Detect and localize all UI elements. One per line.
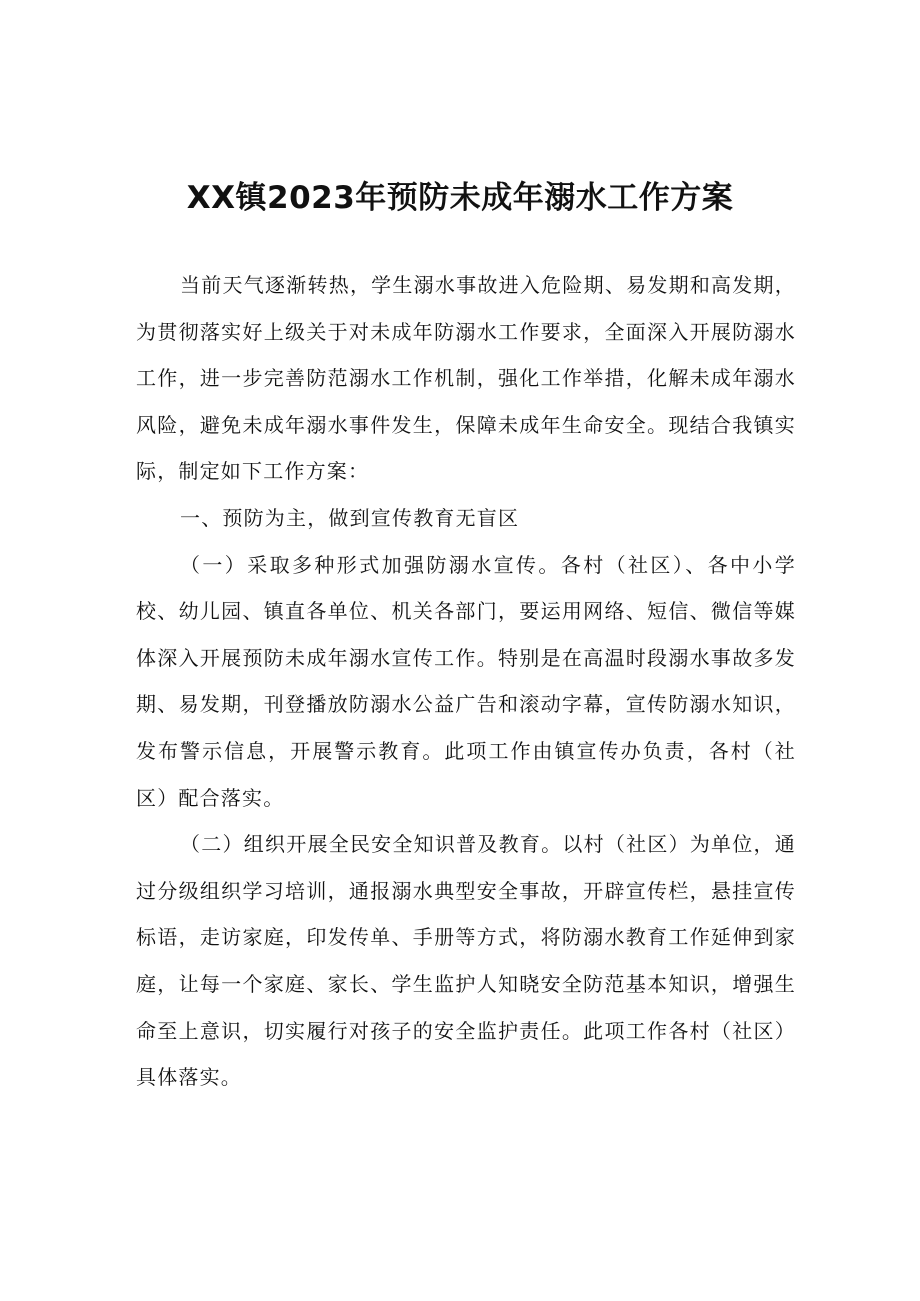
subsection-paragraph-2: （二）组织开展全民安全知识普及教育。以村（社区）为单位，通过分级组织学习培训，通报溺水典型安全事故，开辟宣传栏，悬挂宣传标语，走访家庭，印发传单、手册等方式，将防溺水教育工作延伸到家庭，让每一个家庭、家长、学生监护人知晓安全防范基本知识，增强生命至上意识，切实履行对孩子的安全监护责任。此项工作各村（社区）具体落实。 bbox=[136, 832, 796, 1090]
document-body bbox=[136, 262, 796, 1101]
subsection-paragraph-1: （一）采取多种形式加强防溺水宣传。各村（社区）、各中小学校、幼儿园、镇直各单位、机关各部门，要运用网络、短信、微信等媒体深入开展预防未成年溺水宣传工作。特别是在高温时段溺水事故多发期、易发期，刊登播放防溺水公益广告和滚动字幕，宣传防溺水知识，发布警示信息，开展警示教育。此项工作由镇宣传办负责，各村（社区）配合落实。 bbox=[136, 552, 796, 810]
intro-paragraph: 当前天气逐渐转热，学生溺水事故进入危险期、易发期和高发期，为贯彻落实好上级关于对未成年防溺水工作要求，全面深入开展防溺水工作，进一步完善防范溺水工作机制，强化工作举措，化解未成年溺水风险，避免未成年溺水事件发生，保障未成年生命安全。现结合我镇实际，制定如下工作方案： bbox=[136, 273, 796, 484]
section-heading-1: 一、预防为主，做到宣传教育无盲区 bbox=[180, 505, 520, 530]
document-title: XX镇2023年预防未成年溺水工作方案 bbox=[186, 180, 734, 216]
